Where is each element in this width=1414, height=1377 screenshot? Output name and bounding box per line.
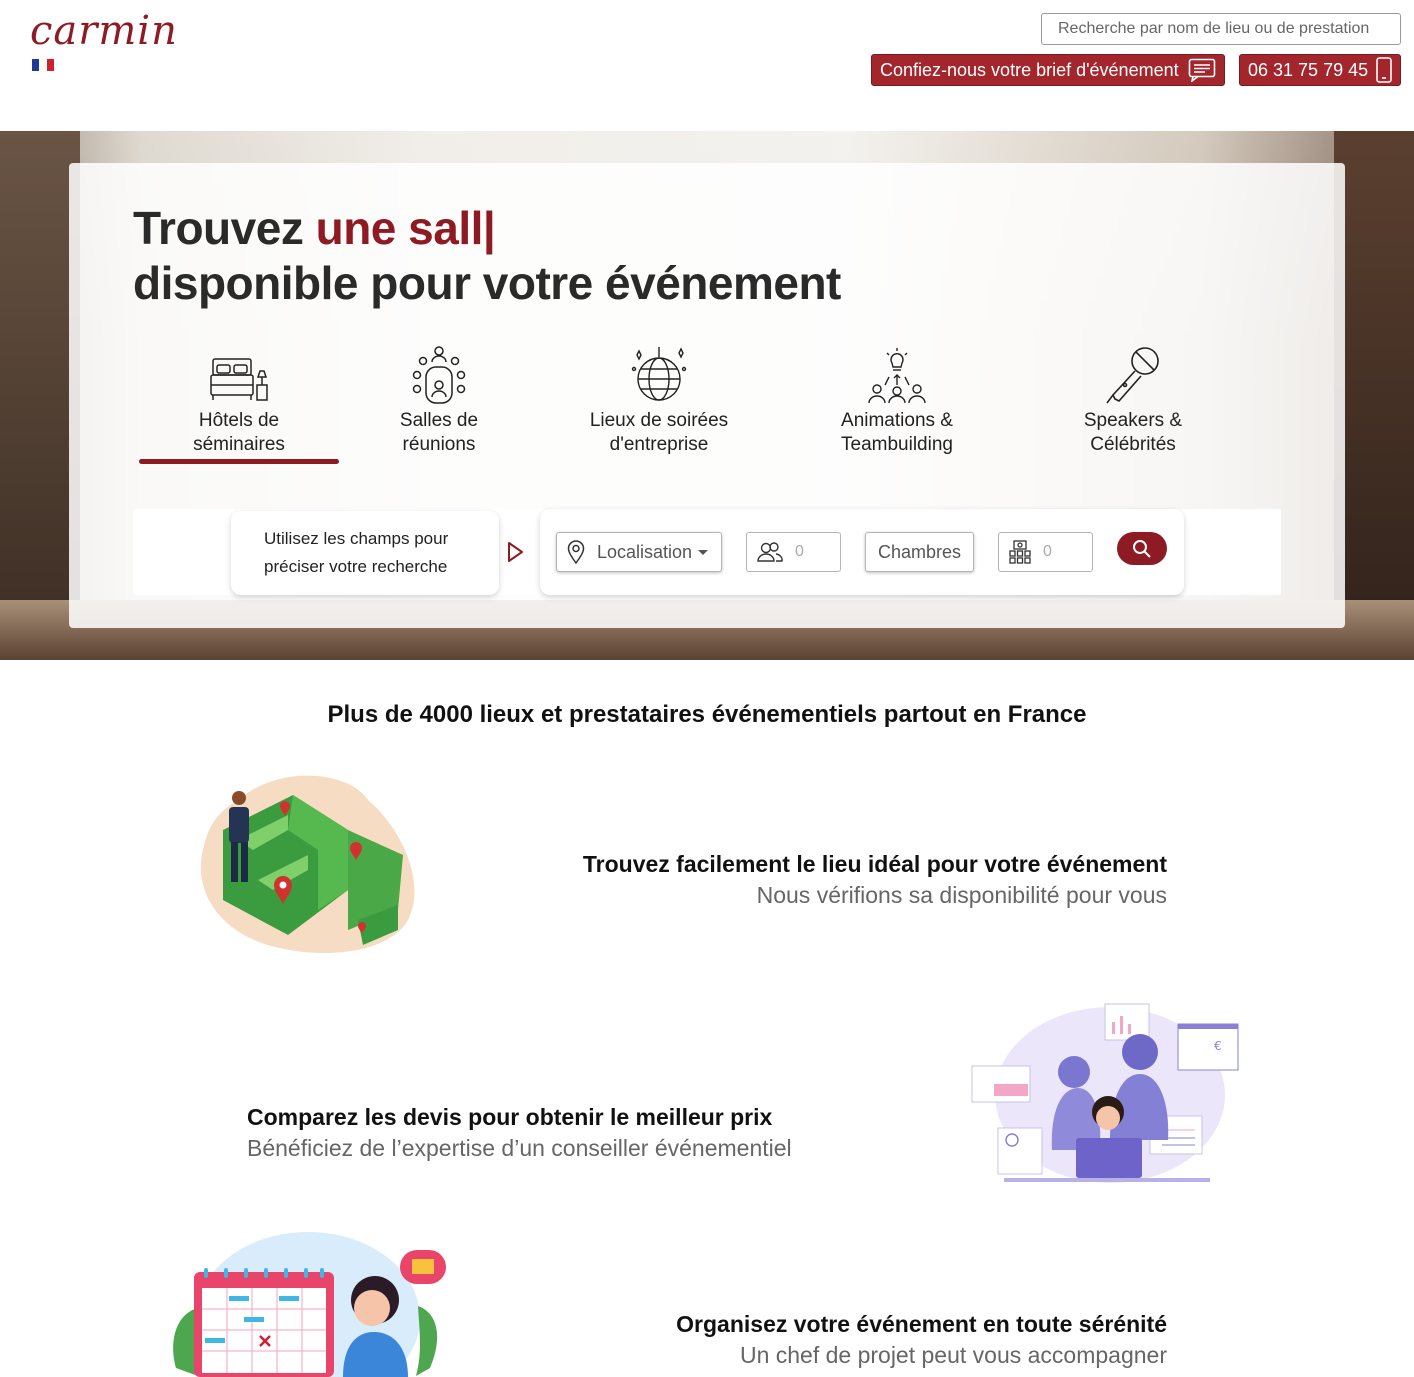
tab-label: Speakers & Célébrités: [1083, 410, 1183, 455]
feature-title: Organisez votre événement en toute sérénité: [676, 1311, 1167, 1337]
bedrooms-input[interactable]: [865, 532, 974, 572]
compare-quotes-illustration: [970, 1000, 1240, 1184]
hero-background-left: [0, 131, 80, 660]
feature-subtitle: Bénéficiez de l’expertise d’un conseiller événementiel: [247, 1135, 792, 1161]
feature-organize-event: [460, 1311, 1167, 1369]
feature-title: Comparez les devis pour obtenir le meilleur prix: [247, 1104, 773, 1130]
people-icon: [757, 542, 783, 562]
event-brief-button[interactable]: [871, 54, 1225, 86]
venue-search-input[interactable]: [1041, 13, 1401, 45]
participants-value: 0: [795, 543, 804, 560]
meeting-rooms-input[interactable]: [998, 532, 1093, 572]
tab-label: Animations & Teambuilding: [841, 410, 953, 455]
bedrooms-label: Chambres: [877, 541, 962, 562]
location-dropdown[interactable]: [556, 532, 722, 572]
location-label: Localisation: [597, 541, 693, 562]
disco-ball-icon: [629, 345, 689, 405]
tab-label: Salles de réunions: [399, 410, 479, 455]
tab-speakers-celebrites[interactable]: [1039, 341, 1227, 457]
tab-label: Hôtels de séminaires: [193, 410, 285, 455]
tab-salles-reunions[interactable]: [365, 341, 513, 457]
hero-title-accent: une sall|: [315, 202, 496, 254]
event-brief-label: Confiez-nous votre brief d'événement: [880, 59, 1179, 80]
play-arrow-icon: [507, 541, 525, 563]
hotel-bed-icon: [209, 355, 269, 405]
feature-subtitle: Un chef de projet peut vous accompagner: [739, 1342, 1167, 1368]
hero-background-right: [1334, 131, 1414, 660]
tab-label: Lieux de soirées d'entreprise: [589, 410, 729, 455]
phone-button[interactable]: [1239, 54, 1401, 86]
search-button[interactable]: [1117, 532, 1167, 565]
carmin-logo[interactable]: carmin: [30, 8, 178, 54]
search-icon: [1132, 539, 1152, 559]
team-idea-icon: [865, 345, 929, 405]
participants-input[interactable]: [746, 532, 841, 572]
svg-text:€: €: [1214, 1039, 1222, 1053]
tab-lieux-soirees[interactable]: [559, 341, 759, 457]
meeting-rooms-value: 0: [1043, 543, 1052, 560]
hero-banner: [0, 131, 1414, 660]
hero-title-line2: disponible pour votre événement: [133, 257, 841, 309]
location-pin-icon: [567, 540, 585, 564]
hero-title: [133, 201, 841, 311]
search-hint: Utilisez les champs pour préciser votre recherche: [231, 511, 499, 595]
site-header: [0, 0, 1414, 131]
active-tab-indicator: [139, 459, 339, 464]
feature-compare-quotes: [247, 1104, 947, 1162]
chat-message-icon: [1188, 58, 1216, 82]
category-tabs: [139, 341, 1275, 471]
french-flag-icon[interactable]: [32, 59, 54, 71]
hero-title-start: Trouvez: [133, 202, 316, 254]
search-fields: [540, 509, 1184, 595]
section-title: Plus de 4000 lieux et prestataires événementiels partout en France: [327, 701, 1087, 728]
tab-hotels-seminaires[interactable]: [139, 341, 339, 457]
chevron-down-icon: [698, 550, 708, 555]
calendar-planning-illustration: [168, 1228, 452, 1377]
phone-number-label: 06 31 75 79 45: [1248, 59, 1369, 80]
hero-search-card: [69, 163, 1345, 628]
tab-animations-teambuilding[interactable]: [799, 341, 995, 457]
meeting-table-icon: [409, 345, 469, 405]
smartphone-icon: [1376, 57, 1392, 83]
feature-title: Trouvez facilement le lieu idéal pour votre événement: [582, 851, 1167, 877]
maze-illustration: [198, 770, 422, 956]
search-panel: [133, 509, 1281, 595]
meeting-room-icon: [1009, 540, 1031, 564]
feature-find-venue: [460, 851, 1167, 909]
feature-subtitle: Nous vérifions sa disponibilité pour vous: [756, 882, 1167, 908]
microphone-icon: [1103, 345, 1163, 405]
